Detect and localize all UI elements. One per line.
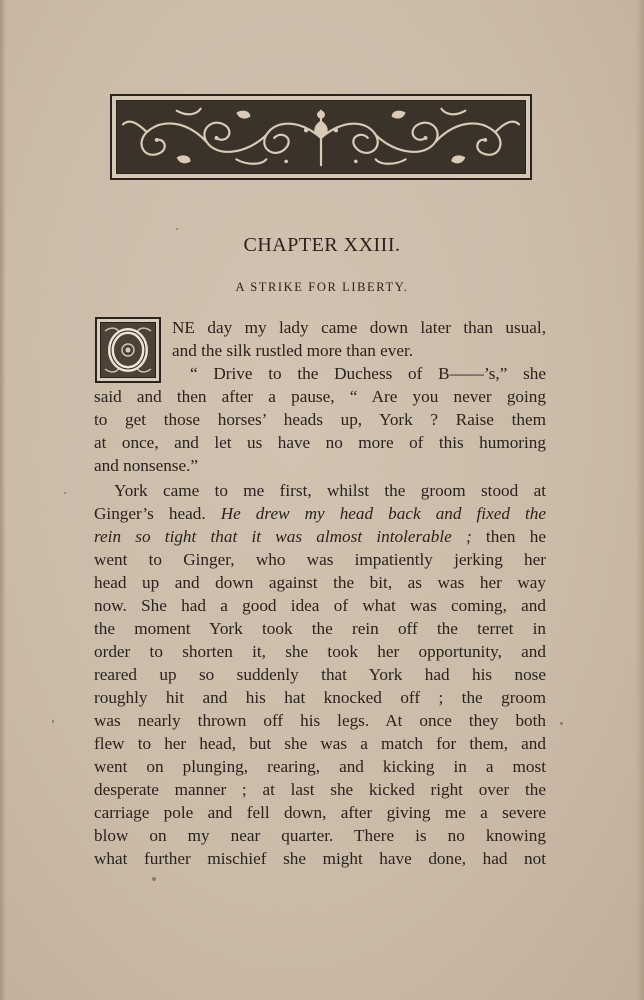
floral-scroll-ornament-icon <box>117 101 525 173</box>
text-line: at once, and let us have no more of this humoring <box>94 433 546 452</box>
text-line: to get those horses’ heads up, York ? Raise them <box>94 410 546 429</box>
italic-text: He drew my head back and fixed the <box>220 504 546 523</box>
ornamental-headpiece <box>110 94 532 180</box>
text-line: what further mischief she might have done, had not <box>94 849 546 868</box>
text-line: roughly hit and his hat knocked off ; the groom <box>94 688 546 707</box>
paper-speck <box>560 722 563 725</box>
paper-speck <box>176 228 178 230</box>
text-segment: then he <box>471 527 546 546</box>
text-line <box>94 525 546 548</box>
text-segment: Ginger’s head. <box>94 504 221 523</box>
paper-speck <box>152 877 156 881</box>
text-line: flew to her head, but she was a match for them, and <box>94 734 546 753</box>
text-line: “ Drive to the Duchess of B——’s,” she <box>190 364 546 383</box>
paper-speck <box>52 720 54 723</box>
chapter-title: CHAPTER XXIII. <box>243 234 401 256</box>
text-line: the moment York took the rein off the terret in <box>94 619 546 638</box>
text-line <box>94 502 546 525</box>
text-line: York came to me first, whilst the groom stood at <box>114 481 546 500</box>
ornamental-letter-o-icon <box>101 323 155 377</box>
page-edge <box>0 0 6 1000</box>
text-line: desperate manner ; at last she kicked right over the <box>94 780 546 799</box>
text-line: now. She had a good idea of what was coming, and <box>94 596 546 615</box>
text-line: head up and down against the bit, as was her way <box>94 573 546 592</box>
text-line: was nearly thrown off his legs. At once they both <box>94 711 546 730</box>
paper-speck <box>64 492 66 494</box>
page-edge <box>636 0 644 1000</box>
text-line: order to shorten it, she took her opportunity, and <box>94 642 546 661</box>
chapter-subtitle: A STRIKE FOR LIBERTY. <box>235 280 409 294</box>
text-line: and the silk rustled more than ever. <box>172 341 414 360</box>
drop-cap <box>95 317 161 383</box>
text-line: blow on my near quarter. There is no knowing <box>94 826 546 845</box>
text-line: NE day my lady came down later than usual, <box>172 318 546 337</box>
text-line: went on plunging, rearing, and kicking in a most <box>94 757 546 776</box>
text-line: went to Ginger, who was impatiently jerking her <box>94 550 546 569</box>
text-line: carriage pole and fell down, after giving me a severe <box>94 803 546 822</box>
text-line: reared up so suddenly that York had his nose <box>94 665 546 684</box>
text-line: said and then after a pause, “ Are you never going <box>94 387 546 406</box>
italic-text: rein so tight that it was almost intolerable ; <box>94 527 472 546</box>
text-line: and nonsense.” <box>94 456 199 475</box>
